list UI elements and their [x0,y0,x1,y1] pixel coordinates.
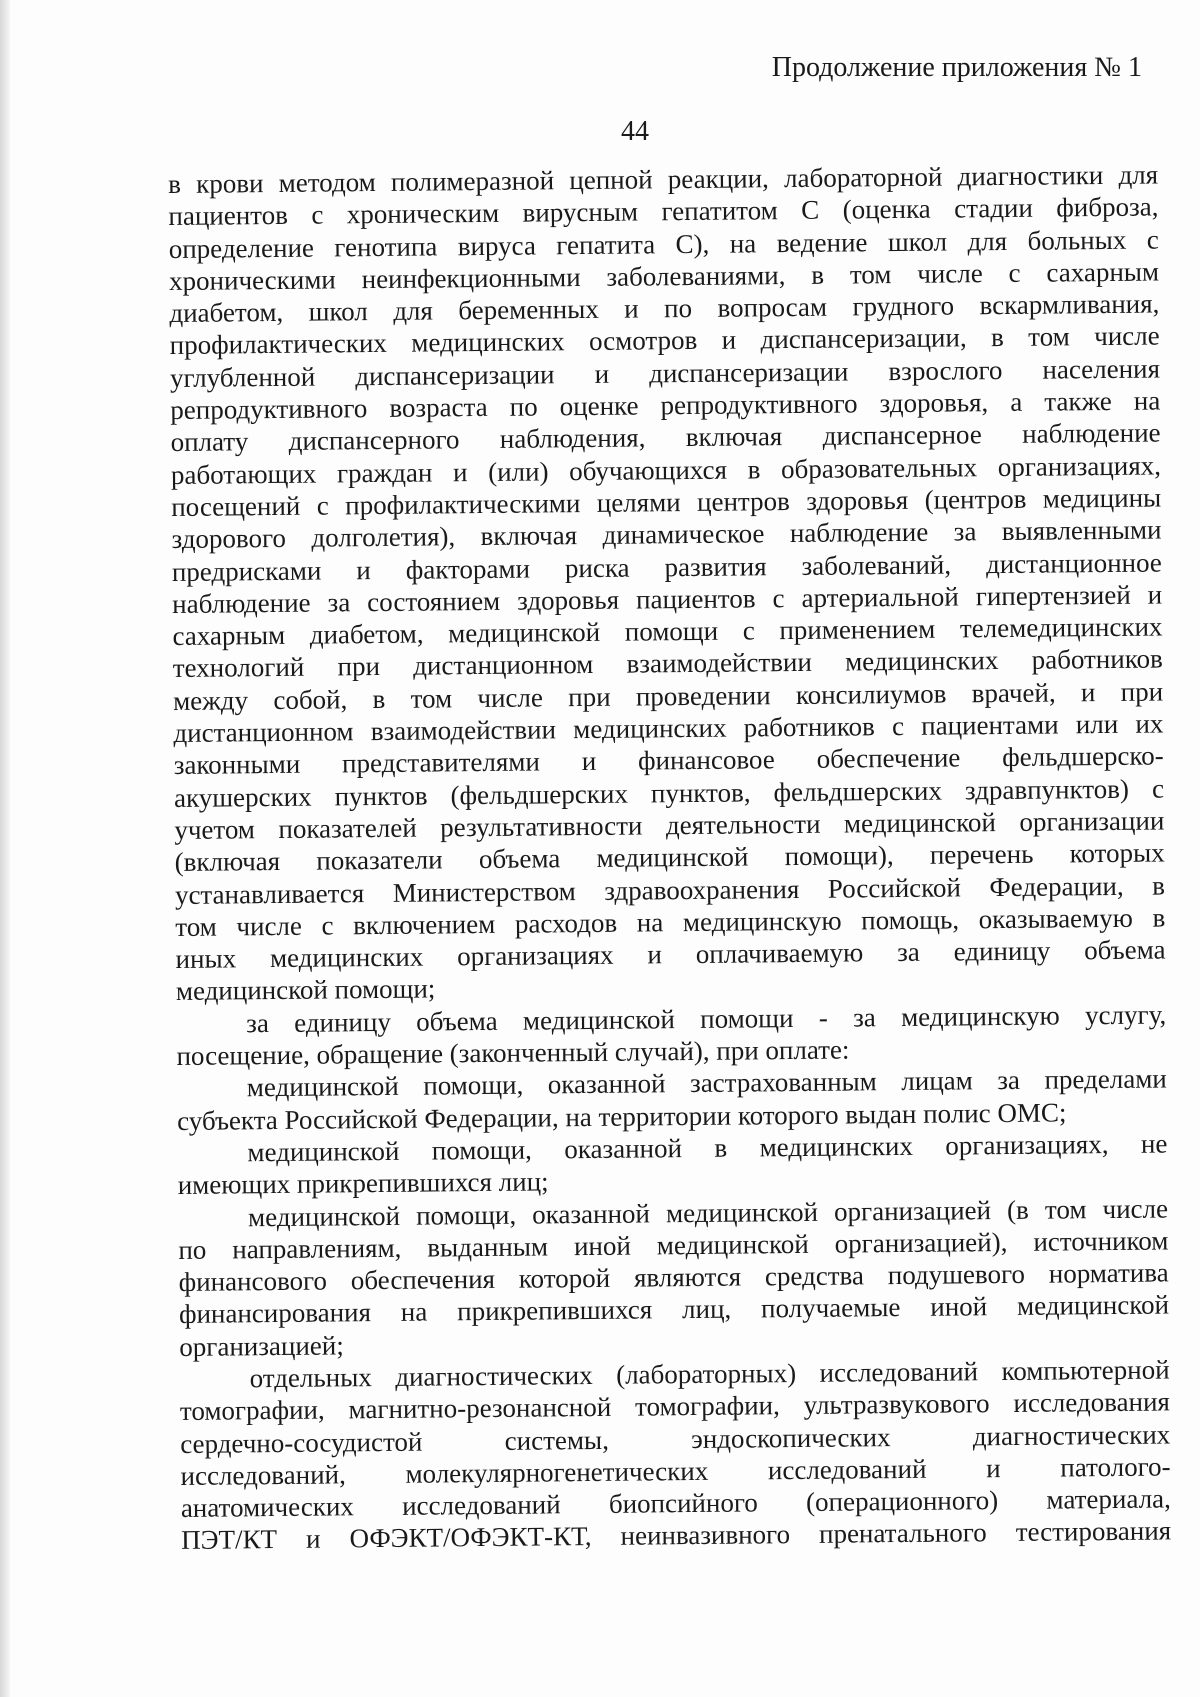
text-line: сахарным диабетом, медицинской помощи с применением телемедицинских [172,611,1163,652]
text-line: исследований, молекулярногенетических исследований и патолого- [180,1451,1171,1491]
text-line: томографии, магнитно-резонансной томографии, ультразвукового исследования [179,1386,1171,1427]
text-line: пациентов с хроническим вирусным гепатитом С (оценка стадии фиброза, [168,191,1159,232]
text-line: предрисками и факторами риска развития заболеваний, дистанционное [171,547,1162,587]
text-line: посещение, обращение (законченный случай), при оплате: [176,1034,850,1071]
text-line: в крови методом полимеразной цепной реакции, лабораторной диагностики для [168,159,1159,199]
text-line: диабетом, школ для беременных и по вопросам грудного вскармливания, [169,288,1160,329]
text-line: том числе с включением расходов на медицинскую помощь, оказываемую в [175,902,1166,942]
text-line: за единицу объема медицинской помощи - за медицинскую услугу, [246,999,1167,1039]
text-line: оплату диспансерного наблюдения, включая диспансерное наблюдение [170,417,1161,458]
page-number: 44 [621,116,649,147]
text-line: учетом показателей результативности деятельности медицинской организации [174,805,1165,845]
text-line: акушерских пунктов (фельдшерских пунктов, фельдшерских здравпунктов) с [173,773,1165,813]
text-line: здорового долголетия), включая динамическое наблюдение за выявленными [171,514,1162,555]
text-line: определение генотипа вируса гепатита С), на ведение школ для больных с [168,224,1159,264]
text-line: финансирования на прикрепившихся лиц, получаемые иной медицинской [178,1289,1170,1330]
text-line: работающих граждан и (или) обучающихся в образовательных организациях, [170,450,1162,490]
text-line: медицинской помощи; [175,973,436,1007]
text-line: отдельных диагностических (лабораторных) исследований компьютерной [249,1354,1170,1394]
text-line: устанавливается Министерством здравоохранения Российской Федерации, в [174,869,1166,910]
text-line: по направлениям, выданным иной медицинской организацией), источником [178,1225,1169,1265]
text-line: посещений с профилактическими целями центров здоровья (центров медицины [171,482,1162,522]
text-line: репродуктивного возраста по оценке репродуктивного здоровья, а также на [170,385,1161,426]
text-line: медицинской помощи, оказанной в медицинских организациях, не [247,1128,1168,1168]
text-line: углубленной диспансеризации и диспансеризации взрослого населения [169,353,1161,393]
text-line: между собой, в том числе при проведении консилиумов врачей, и при [172,676,1164,716]
text-line: медицинской помощи, оказанной медицинской организацией (в том числе [247,1192,1169,1232]
text-line: (включая показатели объема медицинской помощи), перечень которых [174,837,1165,878]
text-line: организацией; [179,1330,344,1362]
text-line: технологий при дистанционном взаимодействии медицинских работников [172,643,1163,684]
text-line: дистанционном взаимодействии медицинских работников с пациентами или их [173,708,1164,749]
appendix-continuation-note: Продолжение приложения № 1 [771,52,1142,83]
text-line: ПЭТ/КТ и ОФЭКТ/ОФЭКТ-КТ, неинвазивного пренатального тестирования [181,1515,1172,1556]
text-line: субъекта Российской Федерации, на территории которого выдан полис ОМС; [177,1097,1067,1136]
body-text [168,158,1171,1556]
text-line: профилактических медицинских осмотров и диспансеризации, в том числе [169,320,1160,361]
text-line: хроническими неинфекционными заболеваниями, в том числе с сахарным [168,256,1160,296]
text-line: медицинской помощи, оказанной застрахованным лицам за пределами [246,1063,1167,1103]
text-line: законными представителями и финансовое обеспечение фельдшерско- [173,740,1164,781]
text-line: иных медицинских организациях и оплачиваемую за единицу объема [175,934,1166,975]
text-line: финансового обеспечения которой являются средства подушевого норматива [178,1257,1169,1298]
text-line: сердечно-сосудистой системы, эндоскопических диагностических [180,1419,1171,1459]
scan-edge [0,0,10,1697]
text-line: анатомических исследований биопсийного (операционного) материала, [180,1483,1171,1524]
text-line: наблюдение за состоянием здоровья пациентов с артериальной гипертензией и [172,579,1163,619]
text-line: имеющих прикрепившихся лиц; [177,1166,549,1201]
